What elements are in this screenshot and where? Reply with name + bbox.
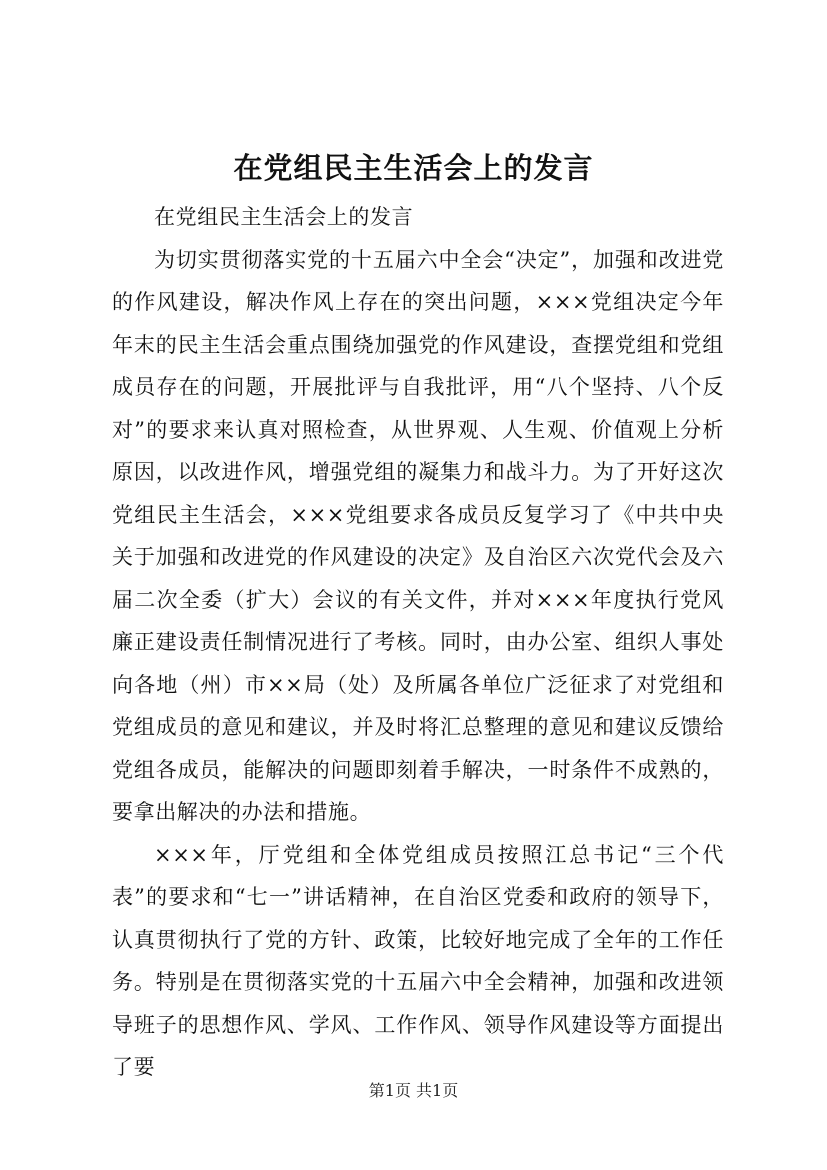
body-paragraph-1: 为切实贯彻落实党的十五届六中全会“决定”，加强和改进党的作风建设，解决作风上存在的突出问题，×××党组决定今年年末的民主生活会重点围绕加强党的作风建设，查摆党组和党组成员存在的问题，开展批评与自我批评，用“八个坚持、八个反对”的要求来认真对照检查，从世界观、人生观、价值观上分析原因，以改进作风，增强党组的凝集力和战斗力。为了开好这次党组民主生活会，×××党组要求各成员反复学习了《中共中央关于加强和改进党的作风建设的决定》及自治区六次党代会及六届二次全委（扩大）会议的有关文件，并对×××年度执行党风廉正建设责任制情况进行了考核。同时，由办公室、组织人事处向各地（州）市××局（处）及所属各单位广泛征求了对党组和党组成员的意见和建议，并及时将汇总整理的意见和建议反馈给党组各成员，能解决的问题即刻着手解决，一时条件不成熟的，要拿出解决的办法和措施。 xyxy=(112,247,724,824)
document-body xyxy=(112,196,724,1089)
subtitle-paragraph: 在党组民主生活会上的发言 xyxy=(154,205,414,229)
page-number-footer: 第1页 共1页 xyxy=(368,1081,459,1100)
body-paragraph-2: ×××年，厅党组和全体党组成员按照江总书记“三个代表”的要求和“七一”讲话精神，在自治区党委和政府的领导下，认真贯彻执行了党的方针、政策，比较好地完成了全年的工作任务。特别是在贯彻落实党的十五届六中全会精神，加强和改进领导班子的思想作风、学风、工作作风、领导作风建设等方面提出了要 xyxy=(112,842,724,1079)
document-title: 在党组民主生活会上的发言 xyxy=(233,151,594,185)
